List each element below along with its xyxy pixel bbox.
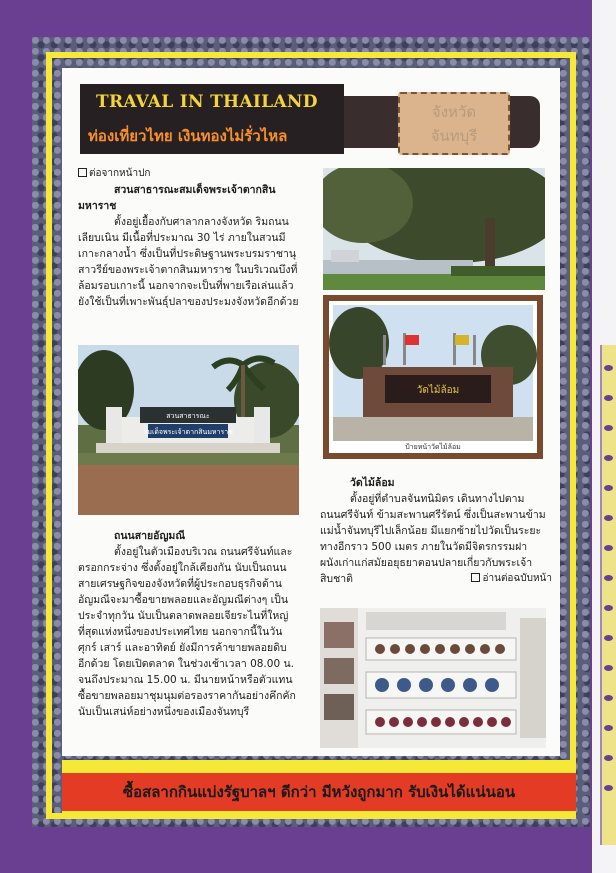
temple-text-line: ผนังเก่าแก่สมัยอยุธยาตอนปลายเกี่ยวกับพระเจ้า xyxy=(320,557,533,569)
park-text-line: ล้อมรอบเกาะนี้ นอกจากจะเป็นที่พายเรือเล่นแล้ว xyxy=(78,280,294,292)
next-page-strip xyxy=(600,345,616,845)
park-sign-line-1: สวนสาธารณะ xyxy=(166,412,210,420)
temple-photo xyxy=(323,295,543,459)
park-text-line: เกาะกลางน้ำ ซึ่งเป็นที่ประดิษฐานพระบรมราชานุ xyxy=(78,248,297,260)
park-text-line: ยังใช้เป็นที่เพาะพันธุ์ปลาของประมงจังหวัดอีกด้วย xyxy=(78,296,299,308)
gem-street-text-line: ตรอกกระจ่าง ซึ่งตั้งอยู่ใกล้เคียงกัน นับเป็นถนน xyxy=(78,562,287,574)
park-photo xyxy=(78,345,299,515)
park-heading-line-2: มหาราช xyxy=(78,200,117,212)
temple-article xyxy=(320,475,552,587)
gem-street-text-line: ตั้งอยู่ในตัวเมืองบริเวณ ถนนศรีจันท์และ xyxy=(114,546,293,558)
temple-sign-text: วัดไม้ล้อม xyxy=(416,385,460,396)
banner-subtitle: ท่องเที่ยวไทย เงินทองไม่รั่วไหล xyxy=(88,127,288,145)
province-label xyxy=(398,92,510,155)
box-icon xyxy=(78,168,87,177)
province-line-1: จังหวัด xyxy=(431,103,477,121)
continued-to-label xyxy=(471,571,552,587)
gems-photo xyxy=(320,608,546,748)
gem-street-article xyxy=(78,528,303,720)
park-article xyxy=(78,166,314,310)
temple-text-line: ตั้งอยู่ที่ตำบลจันทนิมิตร เดินทางไปตาม xyxy=(350,493,525,505)
gem-street-text-line: ศุกร์ เสาร์ และอาทิตย์ ยังมีการค้าขายพลอยดิบ xyxy=(78,642,287,654)
footer-slogan: ซื้อสลากกินแบ่งรัฐบาลฯ ดีกว่า มีหวังถูกมาก รับเงินได้แน่นอน xyxy=(62,770,576,814)
gem-street-text-line: สายเศรษฐกิจของจังหวัดที่ผู้ประกอบธุรกิจด้าน xyxy=(78,578,282,590)
temple-text-line: แม่น้ำจันทบุรีไปเล็กน้อย มีแยกซ้ายไปวัดเป็นระยะ xyxy=(320,525,542,537)
banner-title: TRAVAL IN THAILAND xyxy=(96,92,318,112)
gem-street-text-line: ซื้อขายพลอยมาชุมนุมต่อรองราคากันอย่างคึกคัก xyxy=(78,690,296,702)
gem-street-text-line: จนถึงประมาณ 15.00 น. มีนายหน้าหรือตัวแทน xyxy=(78,674,293,686)
gem-street-text-line: นับเป็นเสน่ห์อย่างหนึ่งของเมืองจันทบุรี xyxy=(78,706,250,718)
temple-text-line: ทางอีกราว 500 เมตร ภายในวัดมีจิตรกรรมฝา xyxy=(320,541,528,553)
temple-text-line: ถนนศรีจันท์ ข้ามสะพานศรีรัตน์ ซึ่งเป็นสะพานข้าม xyxy=(320,509,546,521)
gem-street-heading: ถนนสายอัญมณี xyxy=(114,530,186,542)
temple-photo-caption: ป้ายหน้าวัดไม้ล้อม xyxy=(405,443,461,451)
continued-from-label xyxy=(78,166,314,182)
box-icon xyxy=(471,573,480,582)
tree-photo xyxy=(323,168,545,290)
province-line-2: จันทบุรี xyxy=(430,127,478,145)
gem-street-text-line: อัญมณีจะมาซื้อขายพลอยและอัญมณีต่างๆ เป็น xyxy=(78,594,289,606)
temple-last-line xyxy=(320,571,552,587)
gem-street-text-line: ที่สุดแห่งหนึ่งของประเทศไทย นอกจากนี้ในวัน xyxy=(78,626,283,638)
continued-to-text: อ่านต่อฉบับหน้า xyxy=(482,573,552,584)
gem-street-text-line: อีกด้วย โดยเปิดตลาด ในช่วงเช้าเวลา 08.00 น. xyxy=(78,658,294,670)
park-text-line: สาวรีย์ของพระเจ้าตากสินมหาราช ในบริเวณบึงที่ xyxy=(78,264,298,276)
park-heading: สวนสาธารณะสมเด็จพระเจ้าตากสิน xyxy=(114,184,276,196)
park-text-line: ตั้งอยู่เยื้องกับศาลากลางจังหวัด ริมถนน xyxy=(114,216,289,228)
continued-from-text: ต่อจากหน้าปก xyxy=(89,168,151,179)
temple-text-line: สิบชาติ xyxy=(320,573,353,585)
park-text-line: เลียบเนิน มีเนื้อที่ประมาณ 30 ไร่ ภายในสวนมี xyxy=(78,232,286,244)
temple-heading: วัดไม้ล้อม xyxy=(350,477,395,489)
gem-street-text-line: ประจำทุกวัน นับเป็นตลาดพลอยเจียระไนที่ใหญ่ xyxy=(78,610,289,622)
park-sign-line-2: สมเด็จพระเจ้าตากสินมหาราช xyxy=(143,428,233,436)
